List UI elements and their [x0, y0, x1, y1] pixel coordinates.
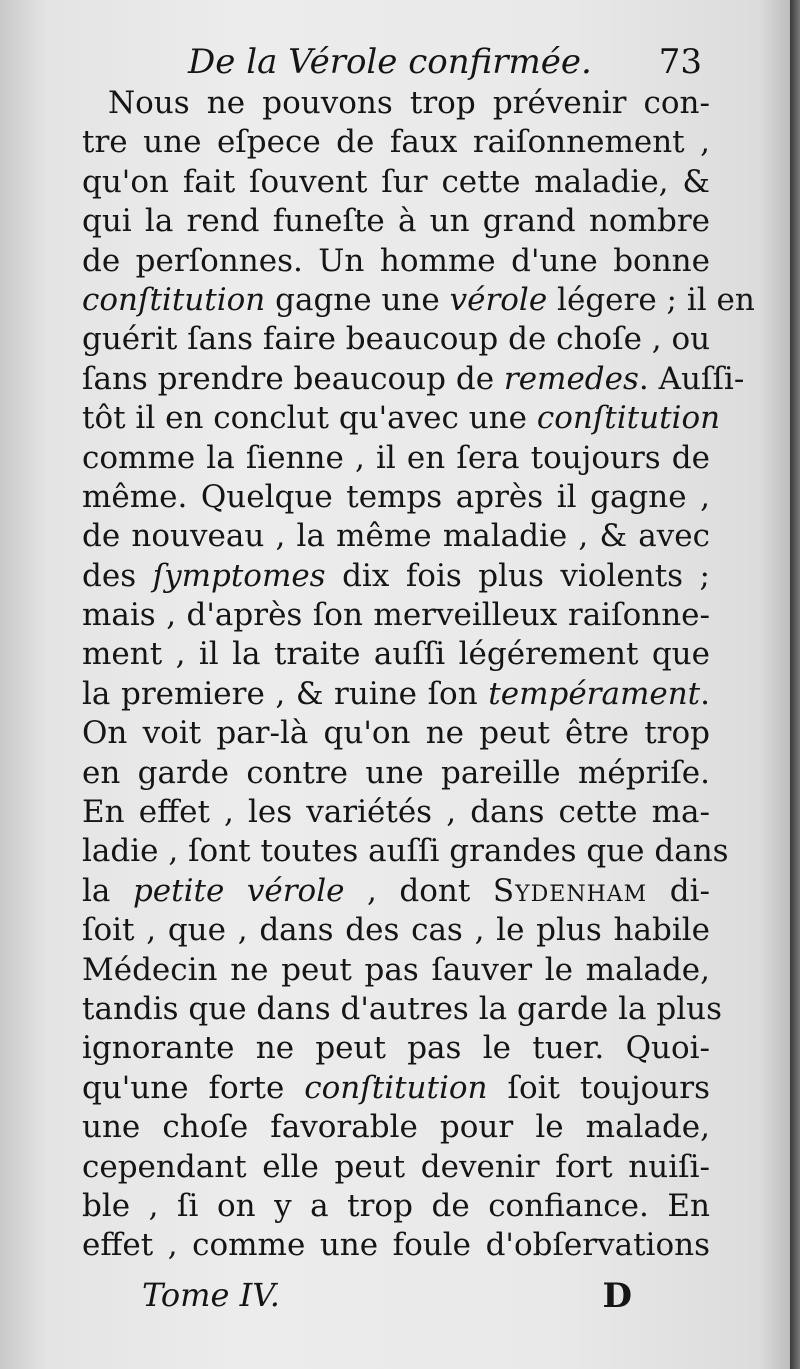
- text-run: effet , comme une foule d'obſervations: [82, 1227, 710, 1264]
- text-run: tandis que dans d'autres la garde la plus: [82, 990, 723, 1027]
- text-run: en garde contre une pareille mépriſe.: [82, 754, 710, 791]
- text-line: [82, 714, 710, 753]
- text-run: la: [82, 872, 133, 909]
- text-line: [82, 754, 710, 793]
- running-title: De la Vérole confirmée.: [188, 42, 592, 82]
- text-run: di-: [647, 872, 710, 909]
- text-line: [82, 872, 710, 911]
- text-run: , dont: [344, 872, 493, 909]
- text-line: [82, 399, 721, 438]
- italic-term: ſymptomes: [152, 557, 326, 594]
- body-text: [82, 84, 755, 1266]
- text-run: guérit ſans faire beaucoup de choſe , ou: [82, 321, 711, 358]
- text-line: [82, 478, 710, 517]
- text-line: [82, 123, 710, 162]
- page-footer: [142, 1276, 632, 1322]
- text-run: ment , il la traite auſſi légérement que: [82, 636, 710, 673]
- text-run: comme la ſienne , il en ſera toujours de: [82, 439, 710, 476]
- text-run: tre une eſpece de faux raiſonnement ,: [82, 124, 710, 161]
- text-line: [82, 163, 710, 202]
- text-run: .: [700, 675, 710, 712]
- text-run: même. Quelque temps après il gagne ,: [82, 478, 710, 515]
- italic-term: remedes: [503, 360, 639, 397]
- text-run: gagne une: [265, 281, 450, 318]
- text-line: [82, 320, 710, 359]
- text-line: [82, 596, 710, 635]
- text-run: . Auſſi-: [638, 360, 745, 397]
- text-run: Nous ne pouvons trop prévenir con-: [108, 85, 710, 121]
- italic-term: petite vérole: [132, 872, 345, 909]
- gathering-mark: D: [602, 1276, 632, 1316]
- text-line: [82, 1148, 710, 1187]
- text-run: ladie , ſont toutes auſſi grandes que dans: [82, 833, 729, 870]
- text-run: dix fois plus violents ;: [325, 557, 711, 594]
- text-run: ignorante ne peut pas le tuer. Quoi-: [82, 1030, 710, 1067]
- text-run: légere ; il en: [547, 281, 755, 318]
- text-line: [82, 1108, 710, 1147]
- text-run: mais , d'après ſon merveilleux raiſonne-: [82, 597, 710, 634]
- italic-term: conſtitution: [536, 400, 721, 437]
- text-run: Médecin ne peut pas ſauver le malade,: [82, 951, 710, 988]
- text-run: ſoit toujours: [487, 1069, 710, 1106]
- text-run: ble , ſi on y a trop de confiance. En: [82, 1187, 710, 1224]
- text-run: de perſonnes. Un homme d'une bonne: [82, 242, 710, 279]
- text-line: [82, 1069, 710, 1108]
- text-line: [82, 281, 755, 320]
- text-line: [82, 793, 710, 832]
- text-run: la premiere , & ruine ſon: [82, 675, 489, 712]
- text-line: [82, 832, 729, 871]
- text-line: [82, 1226, 710, 1265]
- text-line: [82, 1029, 710, 1068]
- italic-term: tempérament: [488, 675, 701, 712]
- text-run: ſoit , que , dans des cas , le plus habile: [82, 912, 710, 949]
- book-spine-shadow: [790, 0, 800, 1369]
- text-line: [82, 990, 723, 1029]
- text-line: [82, 242, 710, 281]
- text-run: qu'on fait ſouvent ſur cette maladie, &: [82, 163, 710, 200]
- text-run: des: [82, 557, 153, 594]
- text-run: cependant elle peut devenir fort nuiſi-: [82, 1148, 710, 1185]
- text-line: [82, 557, 710, 596]
- text-run: tôt il en conclut qu'avec une: [82, 400, 537, 437]
- author-name: Sydenham: [492, 872, 648, 909]
- text-run: qui la rend funeſte à un grand nombre: [82, 203, 710, 240]
- text-run: une choſe favorable pour le malade,: [82, 1109, 710, 1146]
- text-line: [82, 360, 745, 399]
- text-line: [82, 202, 710, 241]
- text-run: ſans prendre beaucoup de: [82, 360, 504, 397]
- text-line: [82, 951, 710, 990]
- text-run: On voit par-là qu'on ne peut être trop: [82, 715, 710, 752]
- volume-signature: Tome IV.: [142, 1276, 280, 1314]
- text-line: [82, 911, 710, 950]
- text-run: En effet , les variétés , dans cette ma-: [82, 794, 710, 831]
- italic-term: conſtitution: [304, 1069, 488, 1106]
- text-line: [82, 517, 710, 556]
- text-run: qu'une forte: [82, 1069, 305, 1106]
- italic-term: vérole: [449, 281, 548, 318]
- text-run: de nouveau , la même maladie , & avec: [82, 518, 710, 555]
- text-line: [82, 1187, 710, 1226]
- italic-term: conſtitution: [82, 281, 266, 318]
- text-line: [82, 635, 710, 674]
- text-line: [82, 439, 710, 478]
- text-line: [82, 84, 710, 123]
- text-line: [82, 675, 710, 714]
- page-number: 73: [658, 42, 702, 82]
